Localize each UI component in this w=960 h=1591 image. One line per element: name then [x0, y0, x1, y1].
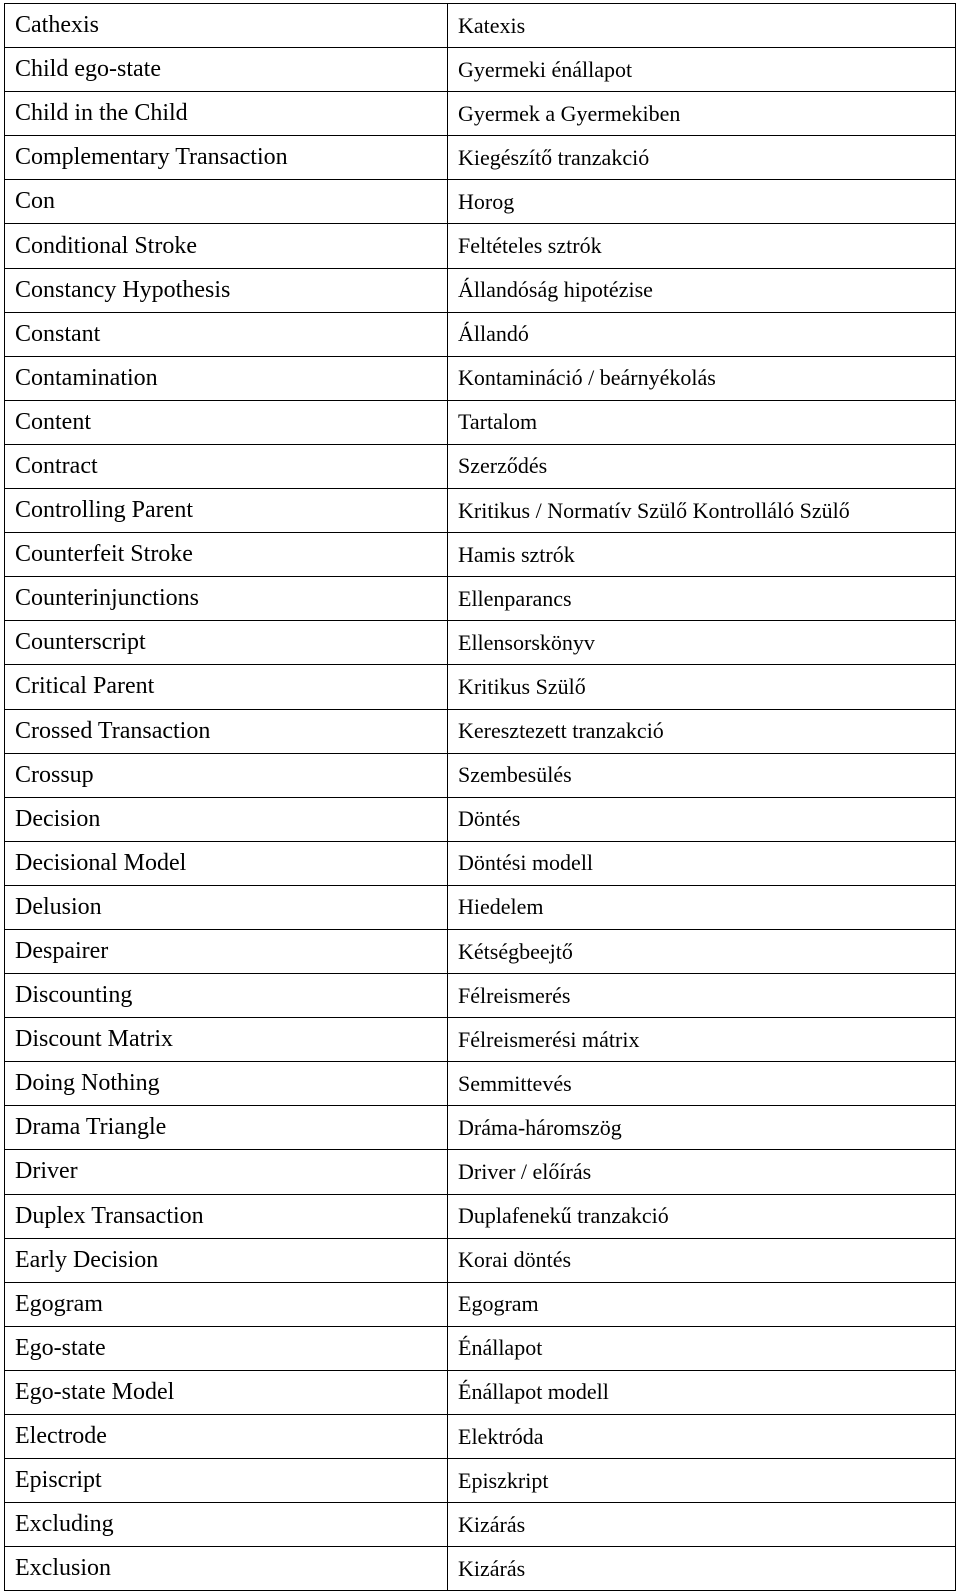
hungarian-term: Kizárás	[448, 1503, 956, 1547]
hungarian-term: Döntés	[448, 797, 956, 841]
table-row	[5, 400, 956, 444]
table-row	[5, 885, 956, 929]
english-term: Delusion	[5, 885, 448, 929]
table-row	[5, 1370, 956, 1414]
table-row	[5, 489, 956, 533]
english-term: Driver	[5, 1150, 448, 1194]
hungarian-term: Énállapot	[448, 1326, 956, 1370]
english-term: Contract	[5, 444, 448, 488]
table-row	[5, 1547, 956, 1591]
english-term: Counterscript	[5, 621, 448, 665]
english-term: Discounting	[5, 974, 448, 1018]
table-row	[5, 1326, 956, 1370]
hungarian-term: Félreismerés	[448, 974, 956, 1018]
hungarian-term: Döntési modell	[448, 841, 956, 885]
hungarian-term: Hamis sztrók	[448, 533, 956, 577]
hungarian-term: Semmittevés	[448, 1062, 956, 1106]
hungarian-term: Egogram	[448, 1282, 956, 1326]
table-row	[5, 709, 956, 753]
table-row	[5, 1459, 956, 1503]
table-row	[5, 577, 956, 621]
english-term: Complementary Transaction	[5, 136, 448, 180]
table-row	[5, 1150, 956, 1194]
hungarian-term: Dráma-háromszög	[448, 1106, 956, 1150]
table-row	[5, 268, 956, 312]
table-row	[5, 1282, 956, 1326]
english-term: Despairer	[5, 929, 448, 973]
english-term: Child in the Child	[5, 92, 448, 136]
table-row	[5, 621, 956, 665]
hungarian-term: Elektróda	[448, 1415, 956, 1459]
english-term: Exclusion	[5, 1547, 448, 1591]
hungarian-term: Episzkript	[448, 1459, 956, 1503]
table-row	[5, 974, 956, 1018]
english-term: Ego-state Model	[5, 1370, 448, 1414]
english-term: Decision	[5, 797, 448, 841]
hungarian-term: Keresztezett tranzakció	[448, 709, 956, 753]
table-row	[5, 665, 956, 709]
table-row	[5, 180, 956, 224]
english-term: Episcript	[5, 1459, 448, 1503]
english-term: Contamination	[5, 356, 448, 400]
hungarian-term: Félreismerési mátrix	[448, 1018, 956, 1062]
hungarian-term: Állandó	[448, 312, 956, 356]
english-term: Duplex Transaction	[5, 1194, 448, 1238]
hungarian-term: Kiegészítő tranzakció	[448, 136, 956, 180]
hungarian-term: Tartalom	[448, 400, 956, 444]
english-term: Critical Parent	[5, 665, 448, 709]
hungarian-term: Kétségbeejtő	[448, 929, 956, 973]
hungarian-term: Katexis	[448, 4, 956, 48]
english-term: Doing Nothing	[5, 1062, 448, 1106]
hungarian-term: Állandóság hipotézise	[448, 268, 956, 312]
table-row	[5, 92, 956, 136]
english-term: Child ego-state	[5, 48, 448, 92]
table-row	[5, 1106, 956, 1150]
table-row	[5, 753, 956, 797]
hungarian-term: Kontamináció / beárnyékolás	[448, 356, 956, 400]
hungarian-term: Duplafenekű tranzakció	[448, 1194, 956, 1238]
hungarian-term: Feltételes sztrók	[448, 224, 956, 268]
table-row	[5, 48, 956, 92]
english-term: Conditional Stroke	[5, 224, 448, 268]
hungarian-term: Szerződés	[448, 444, 956, 488]
hungarian-term: Ellensorskönyv	[448, 621, 956, 665]
english-term: Crossed Transaction	[5, 709, 448, 753]
hungarian-term: Hiedelem	[448, 885, 956, 929]
table-row	[5, 1415, 956, 1459]
english-term: Cathexis	[5, 4, 448, 48]
english-term: Controlling Parent	[5, 489, 448, 533]
english-term: Counterinjunctions	[5, 577, 448, 621]
table-row	[5, 1503, 956, 1547]
table-row	[5, 1062, 956, 1106]
english-term: Ego-state	[5, 1326, 448, 1370]
hungarian-term: Ellenparancs	[448, 577, 956, 621]
table-row	[5, 4, 956, 48]
hungarian-term: Kizárás	[448, 1547, 956, 1591]
english-term: Excluding	[5, 1503, 448, 1547]
table-row	[5, 312, 956, 356]
english-term: Counterfeit Stroke	[5, 533, 448, 577]
table-row	[5, 356, 956, 400]
table-row	[5, 1194, 956, 1238]
hungarian-term: Horog	[448, 180, 956, 224]
table-row	[5, 797, 956, 841]
english-term: Con	[5, 180, 448, 224]
english-term: Discount Matrix	[5, 1018, 448, 1062]
hungarian-term: Gyermek a Gyermekiben	[448, 92, 956, 136]
hungarian-term: Korai döntés	[448, 1238, 956, 1282]
english-term: Electrode	[5, 1415, 448, 1459]
glossary-table	[4, 3, 956, 1591]
english-term: Egogram	[5, 1282, 448, 1326]
table-row	[5, 1018, 956, 1062]
hungarian-term: Gyermeki énállapot	[448, 48, 956, 92]
table-row	[5, 533, 956, 577]
hungarian-term: Driver / előírás	[448, 1150, 956, 1194]
hungarian-term: Szembesülés	[448, 753, 956, 797]
hungarian-term: Kritikus Szülő	[448, 665, 956, 709]
table-row	[5, 929, 956, 973]
table-row	[5, 1238, 956, 1282]
english-term: Constancy Hypothesis	[5, 268, 448, 312]
english-term: Early Decision	[5, 1238, 448, 1282]
table-row	[5, 224, 956, 268]
english-term: Crossup	[5, 753, 448, 797]
english-term: Constant	[5, 312, 448, 356]
english-term: Decisional Model	[5, 841, 448, 885]
table-row	[5, 136, 956, 180]
hungarian-term: Énállapot modell	[448, 1370, 956, 1414]
hungarian-term: Kritikus / Normatív Szülő Kontrolláló Szülő	[448, 489, 956, 533]
table-row	[5, 444, 956, 488]
english-term: Content	[5, 400, 448, 444]
english-term: Drama Triangle	[5, 1106, 448, 1150]
table-row	[5, 841, 956, 885]
glossary-body	[5, 4, 956, 1591]
